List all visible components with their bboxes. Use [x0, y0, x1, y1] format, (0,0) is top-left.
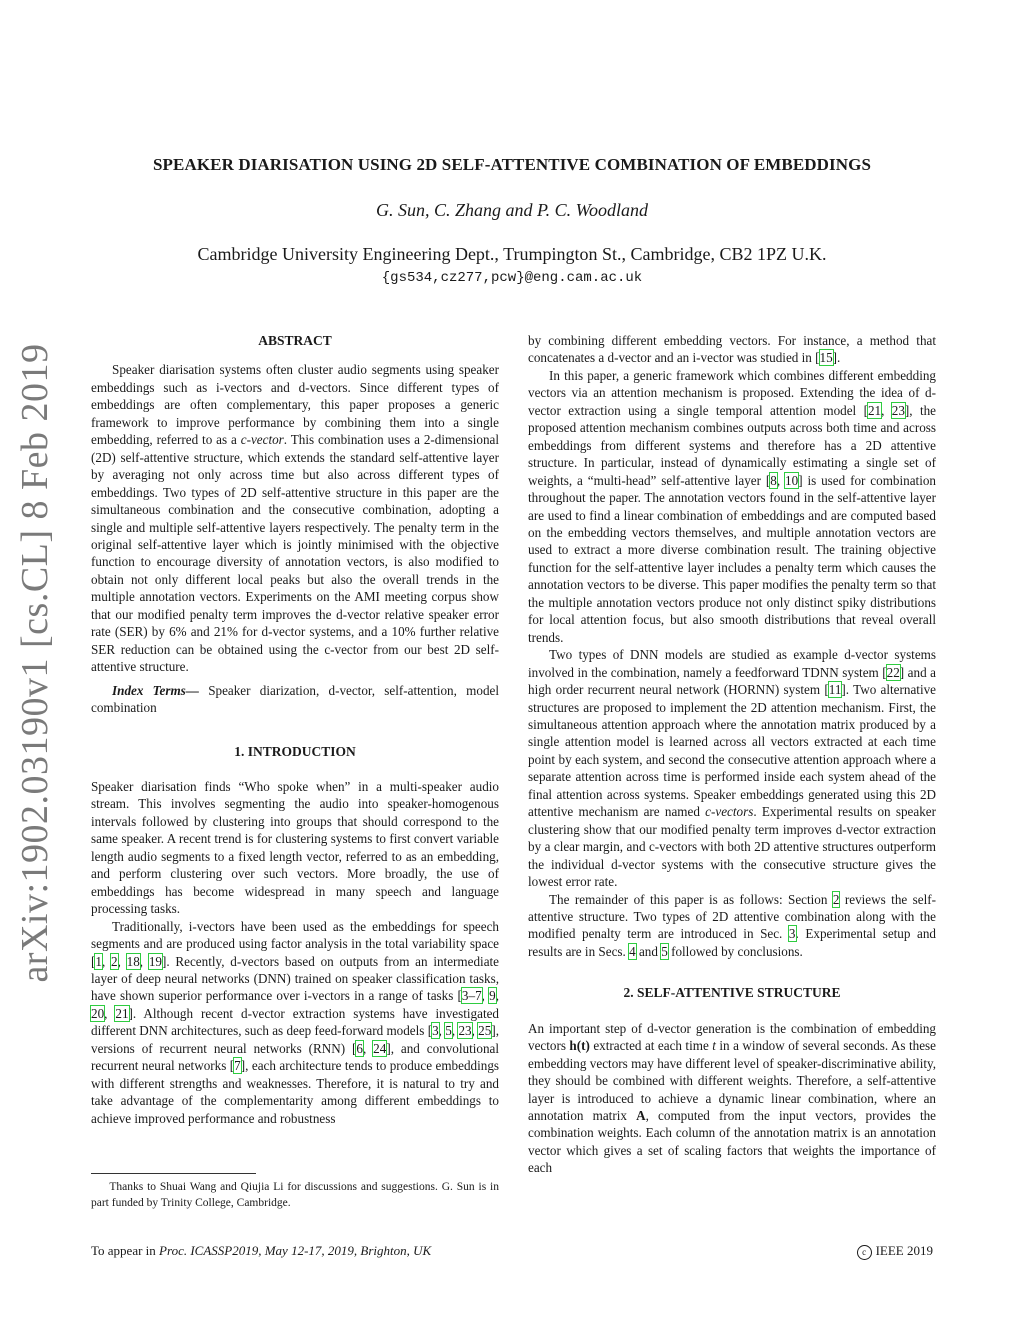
citation-link[interactable]: 6: [356, 1040, 363, 1056]
footnote-rule: [91, 1173, 256, 1174]
section-link[interactable]: 3: [788, 926, 796, 942]
copyright-icon: c: [857, 1245, 872, 1260]
citation-link[interactable]: 7: [234, 1058, 241, 1074]
right-paragraph-2: Two types of DNN models are studied as example d-vector systems involved in the combination, namely a feedforward TDNN system [22] and a high order recurrent neural network (HORNN) system [11]. Two alternative structures are proposed to implement the 2D attention mechanism. First, the simultaneous attention approach where the annotation matrix produced by a single attention model is learned across all vectors extracted at each time point by each system, and second the consecutive attention approach where a separate attention across time is performed inside each system ahead of the final attention across systems. Speaker embeddings generated using this 2D attentive mechanism are named c-vectors. Experimental results on speaker clustering show that our modified penalty term improves d-vector extraction by a clear margin, and c-vectors with both 2D attentive structures outperform the individual d-vector systems with the consecutive structure gives the lowest error rate.: [528, 647, 936, 890]
citation-link[interactable]: 11: [828, 682, 842, 698]
citation-link[interactable]: 19: [148, 953, 162, 969]
intro-heading: 1. INTRODUCTION: [234, 743, 356, 759]
abstract-heading: ABSTRACT: [258, 333, 332, 348]
citation-link[interactable]: 1: [95, 953, 102, 969]
citation-link[interactable]: 20: [91, 1005, 105, 1021]
right-paragraph-1: In this paper, a generic framework which combines different embedding vectors via an attention mechanism is proposed. Extending the idea of d-vector extraction using a single temporal attention model [21, 23], the proposed attention mechanism combines outputs across both time and across embeddings from different systems and therefore has a 2D attentive structure. In particular, instead of dynamically estimating a single set of weights, a “multi-head” self-attentive layer [8, 10] is used for combination throughout the paper. The annotation vectors found in the self-attentive layer are used to find a linear combination of embeddings and are computed based on the embedding vectors themselves, and multiple annotation vectors are used to extract a more diverse combination result. The training objective function for the self-attentive layer includes a penalty term which causes the annotation vectors to be diverse. This paper modifies the penalty term so that the multiple annotation vectors produce not only distinct spiky distributions for local attention focus, but also smooth distributions that reveal overall trends.: [528, 367, 936, 645]
citation-link[interactable]: 21: [867, 402, 882, 418]
citation-link[interactable]: 3–7: [461, 988, 482, 1004]
right-paragraph-0: by combining different embedding vectors. For instance, a method that concatenates a d-vector and an i-vector was studied in [15].: [528, 333, 936, 366]
left-column: [91, 332, 499, 1127]
section2-paragraph: An important step of d-vector generation is the combination of embedding vectors h(t) extracted at each time t in a window of several seconds. As these embedding vectors may have different level of speaker-discriminative ability, they should be combined with different weights. Therefore, a self-attentive layer is introduced to achieve a dynamic linear combination, where an annotation matrix A, computed from the input vectors, provides the combination weights. Each column of the annotation matrix is an annotation vector which gives a set of scaling factors that weights the importance of each: [528, 1020, 937, 1176]
right-paragraph-3: The remainder of this paper is as follows: Section 2 reviews the self-attentive structure. Two types of 2D attentive combination along with the modified penalty term are introduced in Sec. 3. Experimental setup and results are in Secs. 4 and 5 followed by conclusions.: [528, 891, 936, 959]
arxiv-stamp: [10, 343, 60, 983]
index-terms: Index Terms— Speaker diarization, d-vector, self-attention, model combination: [91, 682, 500, 716]
citation-link[interactable]: 23: [458, 1023, 472, 1039]
citation-link[interactable]: 5: [445, 1023, 452, 1039]
author-email: {gs534,cz277,pcw}@eng.cam.ac.uk: [381, 270, 643, 286]
citation-link[interactable]: 22: [886, 664, 900, 680]
arxiv-id: arXiv:1902.03190v1 [cs.CL] 8 Feb 2019: [14, 343, 56, 983]
section-link[interactable]: 2: [832, 891, 840, 907]
citation-link[interactable]: 25: [478, 1023, 492, 1039]
citation-link[interactable]: 3: [432, 1023, 439, 1039]
citation-link[interactable]: 2: [111, 953, 118, 969]
citation-link[interactable]: 21: [115, 1005, 129, 1021]
citation-link[interactable]: 15: [819, 350, 833, 366]
paper-title: SPEAKER DIARISATION USING 2D SELF-ATTENTIVE COMBINATION OF EMBEDDINGS: [152, 155, 872, 174]
citation-link[interactable]: 9: [489, 988, 496, 1004]
right-column: [528, 332, 936, 1177]
section-link[interactable]: 4: [629, 943, 636, 959]
footnote: Thanks to Shuai Wang and Qiujia Li for discussions and suggestions. G. Sun is in part funded by Trinity College, Cambridge.: [91, 1181, 499, 1209]
paper-authors: G. Sun, C. Zhang and P. C. Woodland: [375, 200, 649, 220]
citation-link[interactable]: 18: [126, 953, 140, 969]
intro-paragraph-1: Speaker diarisation finds “Who spoke when” in a multi-speaker audio stream. This involves segmenting the audio into speaker-homogenous intervals followed by clustering into groups that should correspond to the same speaker. A recent trend is for clustering systems to first convert variable length audio segments to a fixed length vector, referred to as an embedding, and perform clustering over such vectors. More broadly, the use of embeddings has become widespread in many speech and language processing tasks.: [91, 778, 499, 917]
abstract-text: Speaker diarisation systems often cluster audio segments using speaker embeddings such as i-vectors and d-vectors. Since different types of embeddings are often complementary, this paper proposes a generic framework to improve performance by combining them into a single embedding, referred to as a c-vector. This combination uses a 2-dimensional (2D) self-attentive structure, which extends the standard self-attentive layer by averaging not only across time but also across different types of embeddings. Two types of 2D self-attentive structure in this paper are the simultaneous combination and the consecutive combination, adopting a single and multiple self-attentive layers respectively. The penalty term in the original self-attentive layer which is jointly minimised with the objective function to encourage diversity of annotation vectors, is also modified to obtain not only different local peaks but also the overall trends in the multiple annotation vectors. Experiments on the AMI meeting corpus show that our modified penalty term improves the d-vector relative speaker error rate (SER) by 6% and 21% for d-vector systems, and a 10% further relative SER reduction can be obtained using the c-vector from our best 2D self-attentive structure.: [91, 362, 500, 675]
section2-heading: 2. SELF-ATTENTIVE STRUCTURE: [623, 985, 841, 1001]
affiliation: Cambridge University Engineering Dept., Trumpington St., Cambridge, CB2 1PZ U.K.: [197, 244, 827, 264]
intro-paragraph-2: Traditionally, i-vectors have been used as the embeddings for speech segments and are produced using factor analysis in the total variability space [1, 2, 18, 19]. Recently, d-vectors based on outputs from an intermediate layer of deep neural networks (DNN) trained on speaker classification tasks, have shown superior performance over i-vectors in a range of tasks [3–7, 9, 20, 21]. Although recent d-vector extraction systems have investigated different DNN architectures, such as deep feed-forward models [3, 5, 23, 25], versions of recurrent neural networks (RNN) [6, 24], and convolutional recurrent neural networks [7], each architecture tends to produce embeddings with different strengths and weaknesses. Therefore, it is natural to try and take advantage of the complementarity among different embeddings to achieve improved performance and robustness: [91, 918, 500, 1126]
citation-link[interactable]: 23: [891, 402, 905, 418]
section-link[interactable]: 5: [661, 943, 668, 959]
citation-link[interactable]: 24: [373, 1040, 387, 1056]
citation-link[interactable]: 8: [770, 472, 777, 488]
footer-copyright: c IEEE 2019: [857, 1243, 933, 1260]
footer-venue: To appear in Proc. ICASSP2019, May 12-17, 2019, Brighton, UK: [91, 1243, 432, 1258]
citation-link[interactable]: 10: [785, 472, 799, 488]
